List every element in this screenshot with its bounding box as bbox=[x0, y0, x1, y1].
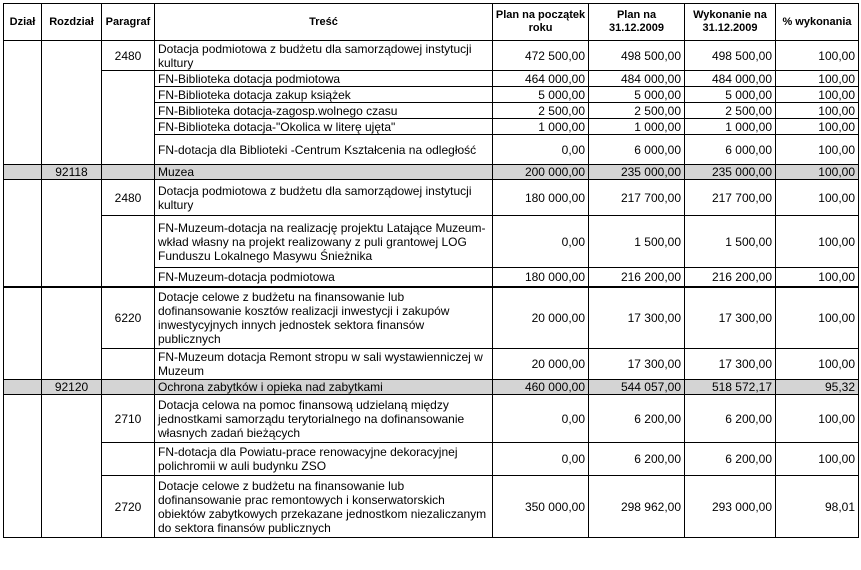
table-row bbox=[4, 103, 859, 119]
header-dzial: Dział bbox=[4, 4, 42, 41]
cell-procent: 100,00 bbox=[776, 119, 859, 135]
cell-wykonanie: 6 200,00 bbox=[685, 443, 776, 476]
cell-tresc: FN-dotacja dla Powiatu-prace renowacyjne dekoracyjnej polichromii w auli budynku ZSO bbox=[155, 443, 493, 476]
cell-rozdzial bbox=[42, 103, 102, 119]
cell-plan31: 17 300,00 bbox=[589, 349, 685, 380]
table-row-rozdzial bbox=[4, 165, 859, 180]
cell-dzial bbox=[4, 380, 42, 395]
cell-plan: 200 000,00 bbox=[493, 165, 589, 180]
table-row bbox=[4, 135, 859, 165]
cell-rozdzial bbox=[42, 349, 102, 380]
cell-dzial bbox=[4, 349, 42, 380]
cell-dzial bbox=[4, 268, 42, 287]
cell-wykonanie: 5 000,00 bbox=[685, 87, 776, 103]
cell-wykonanie: 293 000,00 bbox=[685, 476, 776, 538]
cell-wykonanie: 2 500,00 bbox=[685, 103, 776, 119]
table-row bbox=[4, 71, 859, 87]
cell-tresc: Dotacja podmiotowa z budżetu dla samorządowej instytucji kultury bbox=[155, 41, 493, 71]
cell-procent: 100,00 bbox=[776, 395, 859, 443]
cell-wykonanie: 1 000,00 bbox=[685, 119, 776, 135]
table-row bbox=[4, 119, 859, 135]
cell-wykonanie: 217 700,00 bbox=[685, 180, 776, 216]
cell-dzial bbox=[4, 216, 42, 268]
cell-paragraf bbox=[102, 87, 155, 103]
cell-procent: 100,00 bbox=[776, 71, 859, 87]
cell-plan: 2 500,00 bbox=[493, 103, 589, 119]
cell-tresc: FN-Biblioteka dotacja zakup książek bbox=[155, 87, 493, 103]
cell-rozdzial bbox=[42, 395, 102, 443]
cell-tresc: FN-Biblioteka dotacja podmiotowa bbox=[155, 71, 493, 87]
budget-table bbox=[3, 3, 859, 538]
cell-dzial bbox=[4, 103, 42, 119]
cell-dzial bbox=[4, 165, 42, 180]
cell-rozdzial bbox=[42, 216, 102, 268]
cell-plan31: 6 000,00 bbox=[589, 135, 685, 165]
cell-rozdzial: 92118 bbox=[42, 165, 102, 180]
cell-procent: 100,00 bbox=[776, 216, 859, 268]
table-row bbox=[4, 349, 859, 380]
cell-paragraf: 6220 bbox=[102, 287, 155, 349]
cell-plan: 20 000,00 bbox=[493, 349, 589, 380]
cell-tresc: Dotacja podmiotowa z budżetu dla samorządowej instytucji kultury bbox=[155, 180, 493, 216]
cell-paragraf bbox=[102, 443, 155, 476]
cell-tresc: FN-Muzeum-dotacja na realizację projektu Latające Muzeum-wkład własny na projekt realizowany z puli grantowej LOG Funduszu Lokalnego Masywu Śnieżnika bbox=[155, 216, 493, 268]
cell-procent: 95,32 bbox=[776, 380, 859, 395]
cell-plan31: 17 300,00 bbox=[589, 287, 685, 349]
cell-plan: 20 000,00 bbox=[493, 287, 589, 349]
cell-paragraf: 2480 bbox=[102, 180, 155, 216]
cell-plan31: 216 200,00 bbox=[589, 268, 685, 287]
cell-tresc: Muzea bbox=[155, 165, 493, 180]
table-row bbox=[4, 216, 859, 268]
cell-dzial bbox=[4, 395, 42, 443]
cell-paragraf bbox=[102, 380, 155, 395]
table-row bbox=[4, 87, 859, 103]
cell-plan: 180 000,00 bbox=[493, 180, 589, 216]
table-row bbox=[4, 395, 859, 443]
cell-rozdzial bbox=[42, 476, 102, 538]
cell-wykonanie: 17 300,00 bbox=[685, 349, 776, 380]
cell-plan: 350 000,00 bbox=[493, 476, 589, 538]
cell-plan31: 6 200,00 bbox=[589, 443, 685, 476]
cell-paragraf bbox=[102, 71, 155, 87]
cell-tresc: Dotacje celowe z budżetu na finansowanie lub dofinansowanie prac remontowych i konserwatorskich obiektów zabytkowych przekazane jednostkom niezaliczanym do sektora finansów publicznych bbox=[155, 476, 493, 538]
cell-tresc: Dotacja celowa na pomoc finansową udzielaną między jednostkami samorządu terytorialnego na dofinansowanie własnych zadań bieżących bbox=[155, 395, 493, 443]
cell-plan: 5 000,00 bbox=[493, 87, 589, 103]
cell-paragraf bbox=[102, 165, 155, 180]
table-row bbox=[4, 180, 859, 216]
cell-wykonanie: 6 000,00 bbox=[685, 135, 776, 165]
cell-tresc: FN-Muzeum dotacja Remont stropu w sali wystawienniczej w Muzeum bbox=[155, 349, 493, 380]
cell-plan31: 235 000,00 bbox=[589, 165, 685, 180]
table-row bbox=[4, 41, 859, 71]
cell-tresc: FN-Biblioteka dotacja-zagosp.wolnego czasu bbox=[155, 103, 493, 119]
cell-wykonanie: 518 572,17 bbox=[685, 380, 776, 395]
cell-plan: 0,00 bbox=[493, 443, 589, 476]
cell-rozdzial bbox=[42, 87, 102, 103]
cell-dzial bbox=[4, 476, 42, 538]
cell-plan31: 1 000,00 bbox=[589, 119, 685, 135]
cell-rozdzial bbox=[42, 443, 102, 476]
cell-wykonanie: 484 000,00 bbox=[685, 71, 776, 87]
cell-dzial bbox=[4, 119, 42, 135]
cell-paragraf bbox=[102, 103, 155, 119]
cell-dzial bbox=[4, 71, 42, 87]
cell-plan: 0,00 bbox=[493, 135, 589, 165]
header-plan-koniec: Plan na 31.12.2009 bbox=[589, 4, 685, 41]
cell-plan31: 484 000,00 bbox=[589, 71, 685, 87]
table-row bbox=[4, 268, 859, 287]
cell-wykonanie: 1 500,00 bbox=[685, 216, 776, 268]
cell-wykonanie: 216 200,00 bbox=[685, 268, 776, 287]
cell-wykonanie: 498 500,00 bbox=[685, 41, 776, 71]
table-row bbox=[4, 476, 859, 538]
cell-rozdzial bbox=[42, 119, 102, 135]
cell-plan: 180 000,00 bbox=[493, 268, 589, 287]
cell-paragraf: 2710 bbox=[102, 395, 155, 443]
cell-rozdzial bbox=[42, 268, 102, 287]
cell-rozdzial bbox=[42, 287, 102, 349]
cell-procent: 100,00 bbox=[776, 103, 859, 119]
cell-rozdzial bbox=[42, 135, 102, 165]
cell-plan31: 6 200,00 bbox=[589, 395, 685, 443]
cell-plan31: 2 500,00 bbox=[589, 103, 685, 119]
cell-paragraf bbox=[102, 135, 155, 165]
cell-tresc: FN-Muzeum-dotacja podmiotowa bbox=[155, 268, 493, 287]
cell-paragraf bbox=[102, 349, 155, 380]
cell-rozdzial bbox=[42, 180, 102, 216]
table-row bbox=[4, 287, 859, 349]
cell-dzial bbox=[4, 41, 42, 71]
cell-procent: 100,00 bbox=[776, 443, 859, 476]
header-tresc: Treść bbox=[155, 4, 493, 41]
cell-dzial bbox=[4, 287, 42, 349]
cell-dzial bbox=[4, 180, 42, 216]
cell-procent: 100,00 bbox=[776, 135, 859, 165]
cell-dzial bbox=[4, 135, 42, 165]
header-rozdzial: Rozdział bbox=[42, 4, 102, 41]
cell-dzial bbox=[4, 443, 42, 476]
cell-procent: 100,00 bbox=[776, 349, 859, 380]
cell-rozdzial bbox=[42, 41, 102, 71]
cell-wykonanie: 6 200,00 bbox=[685, 395, 776, 443]
cell-plan: 0,00 bbox=[493, 216, 589, 268]
cell-procent: 100,00 bbox=[776, 87, 859, 103]
cell-tresc: Dotacje celowe z budżetu na finansowanie lub dofinansowanie kosztów realizacji inwestycji i zakupów inwestycyjnych innych jednostek sektora finansów publicznych bbox=[155, 287, 493, 349]
cell-paragraf bbox=[102, 268, 155, 287]
cell-procent: 100,00 bbox=[776, 180, 859, 216]
cell-plan: 472 500,00 bbox=[493, 41, 589, 71]
header-plan-poczatek: Plan na początek roku bbox=[493, 4, 589, 41]
cell-procent: 98,01 bbox=[776, 476, 859, 538]
cell-plan: 0,00 bbox=[493, 395, 589, 443]
header-paragraf: Paragraf bbox=[102, 4, 155, 41]
cell-plan31: 498 500,00 bbox=[589, 41, 685, 71]
cell-procent: 100,00 bbox=[776, 41, 859, 71]
cell-rozdzial: 92120 bbox=[42, 380, 102, 395]
cell-rozdzial bbox=[42, 71, 102, 87]
cell-plan: 460 000,00 bbox=[493, 380, 589, 395]
cell-wykonanie: 235 000,00 bbox=[685, 165, 776, 180]
cell-plan31: 1 500,00 bbox=[589, 216, 685, 268]
table-row-rozdzial bbox=[4, 380, 859, 395]
cell-tresc: FN-dotacja dla Biblioteki -Centrum Kształcenia na odległość bbox=[155, 135, 493, 165]
cell-tresc: FN-Biblioteka dotacja-"Okolica w literę ujęta" bbox=[155, 119, 493, 135]
budget-table-container bbox=[3, 3, 859, 538]
cell-plan31: 5 000,00 bbox=[589, 87, 685, 103]
cell-procent: 100,00 bbox=[776, 165, 859, 180]
header-row bbox=[4, 4, 859, 41]
header-procent: % wykonania bbox=[776, 4, 859, 41]
header-wykonanie: Wykonanie na 31.12.2009 bbox=[685, 4, 776, 41]
cell-plan: 1 000,00 bbox=[493, 119, 589, 135]
cell-procent: 100,00 bbox=[776, 287, 859, 349]
cell-paragraf: 2720 bbox=[102, 476, 155, 538]
cell-tresc: Ochrona zabytków i opieka nad zabytkami bbox=[155, 380, 493, 395]
cell-procent: 100,00 bbox=[776, 268, 859, 287]
cell-plan31: 217 700,00 bbox=[589, 180, 685, 216]
cell-paragraf: 2480 bbox=[102, 41, 155, 71]
cell-paragraf bbox=[102, 216, 155, 268]
cell-paragraf bbox=[102, 119, 155, 135]
cell-dzial bbox=[4, 87, 42, 103]
cell-plan: 464 000,00 bbox=[493, 71, 589, 87]
cell-plan31: 298 962,00 bbox=[589, 476, 685, 538]
table-row bbox=[4, 443, 859, 476]
cell-plan31: 544 057,00 bbox=[589, 380, 685, 395]
cell-wykonanie: 17 300,00 bbox=[685, 287, 776, 349]
